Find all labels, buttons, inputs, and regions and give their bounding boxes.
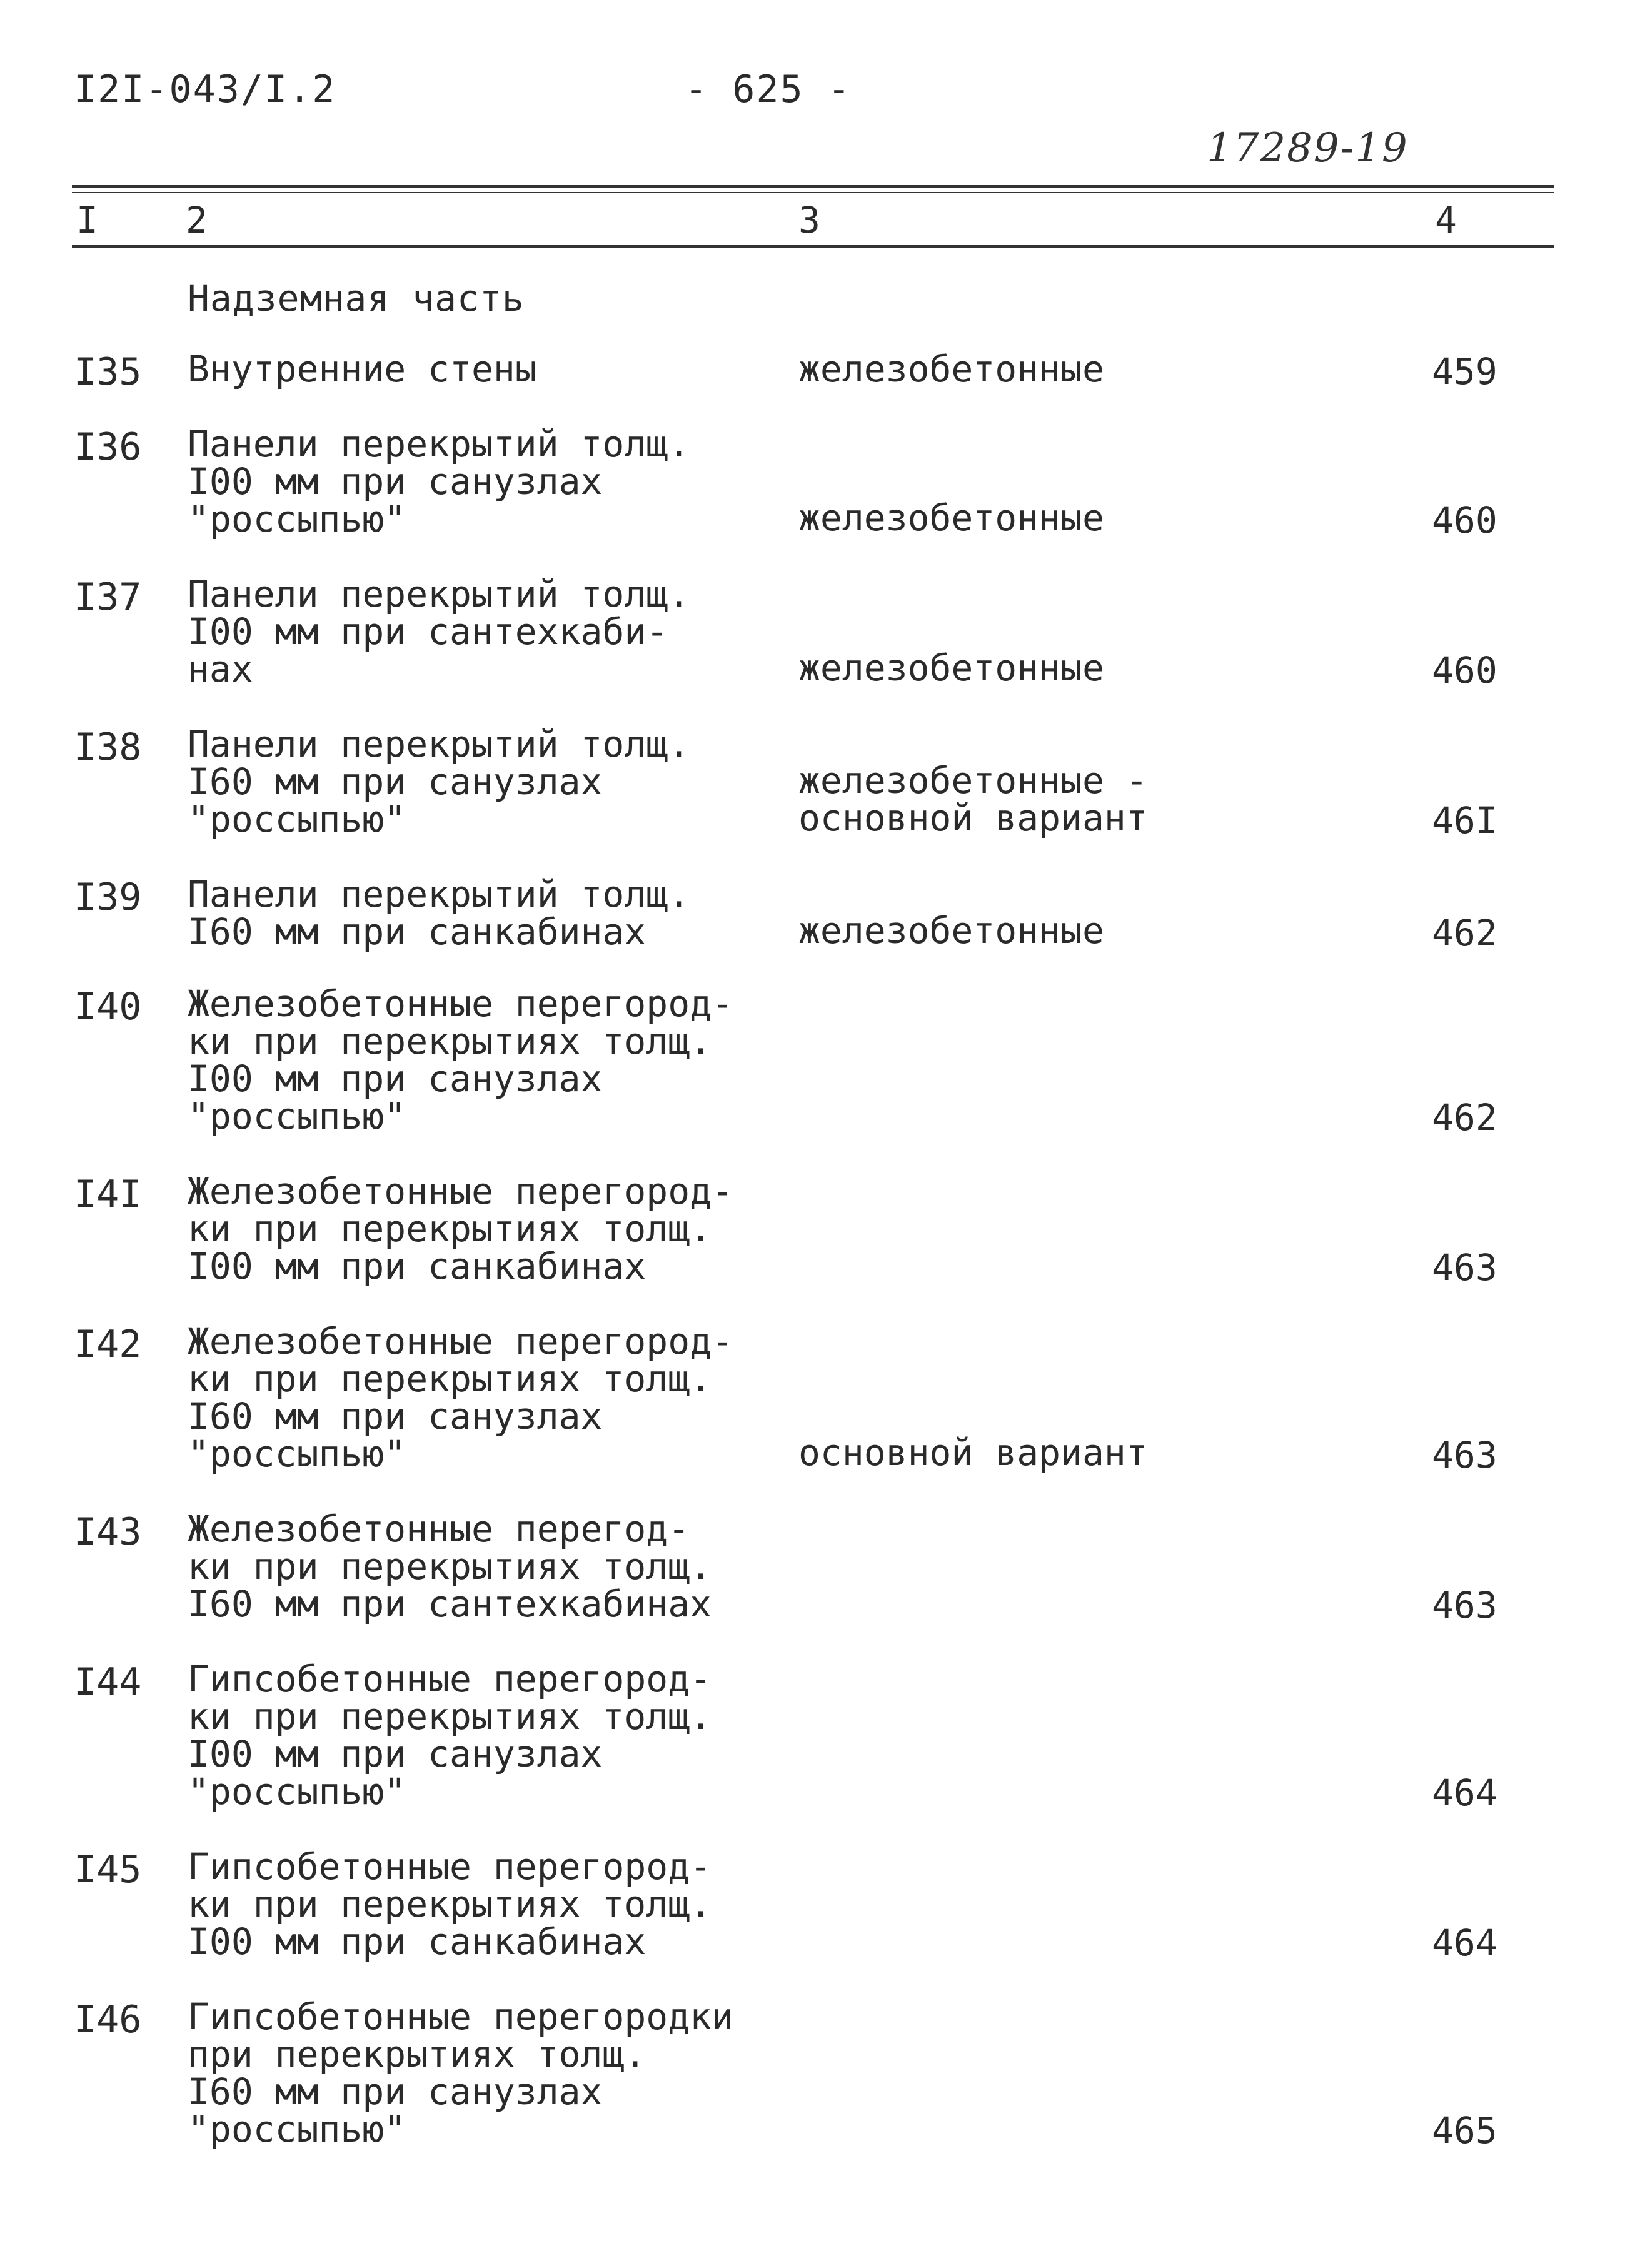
row-number: I43 (74, 1510, 142, 1554)
column-header-4: 4 (1435, 199, 1457, 241)
table-header-rule (72, 245, 1554, 248)
row-name: Панели перекрытий толщ. I60 мм при санузлах "россыпью" (188, 723, 690, 840)
row-number: I40 (74, 985, 142, 1029)
row-name: Внутренние стены (188, 348, 537, 390)
row-page: 463 (1432, 1434, 1497, 1476)
document-code: I2I-043/I.2 (74, 68, 336, 111)
row-number: I38 (74, 725, 142, 769)
row-page: 464 (1432, 1922, 1497, 1964)
table-top-rule-thin (72, 192, 1554, 193)
row-name: Панели перекрытий толщ. I60 мм при санкабинах (188, 873, 690, 953)
row-page: 462 (1432, 912, 1497, 954)
row-page: 46I (1432, 799, 1497, 842)
row-number: I39 (74, 875, 142, 919)
page-number: - 625 - (685, 68, 852, 111)
row-name: Железобетонные перегород- ки при перекрытиях толщ. I60 мм при санузлах "россыпью" (188, 1320, 733, 1475)
row-number: I37 (74, 575, 142, 619)
row-note: основной вариант (798, 1431, 1148, 1474)
row-page: 463 (1432, 1246, 1497, 1289)
handwritten-mark: 17289-19 (1207, 125, 1409, 171)
row-number: I42 (74, 1323, 142, 1366)
row-name: Панели перекрытий толщ. I00 мм при сантехкаби- нах (188, 573, 690, 690)
section-title: Надземная часть (188, 277, 525, 320)
row-note: железобетонные - основной вариант (798, 759, 1148, 839)
row-page: 462 (1432, 1096, 1497, 1139)
row-note: железобетонные (798, 647, 1104, 689)
row-name: Железобетонные перегород- ки при перекрытиях толщ. I00 мм при санкабинах (188, 1170, 733, 1288)
row-note: железобетонные (798, 909, 1104, 952)
row-number: I45 (74, 1848, 142, 1892)
row-page: 460 (1432, 499, 1497, 542)
row-note: железобетонные (798, 496, 1104, 539)
row-name: Железобетонные перегород- ки при перекрытиях толщ. I00 мм при санузлах "россыпью" (188, 982, 733, 1137)
column-header-3: 3 (798, 199, 820, 241)
row-page: 459 (1432, 350, 1497, 393)
row-page: 465 (1432, 2109, 1497, 2152)
row-page: 464 (1432, 1772, 1497, 1814)
row-number: I36 (74, 425, 142, 469)
row-name: Железобетонные перегод- ки при перекрытиях толщ. I60 мм при сантехкабинах (188, 1508, 712, 1625)
column-header-1: I (76, 199, 98, 241)
table-top-rule (72, 185, 1554, 188)
row-number: I35 (74, 350, 142, 394)
row-page: 460 (1432, 649, 1497, 692)
row-number: I46 (74, 1998, 142, 2042)
row-page: 463 (1432, 1584, 1497, 1626)
row-number: I4I (74, 1172, 142, 1216)
column-header-2: 2 (186, 199, 208, 241)
row-note: железобетонные (798, 348, 1104, 390)
row-number: I44 (74, 1660, 142, 1704)
row-name: Панели перекрытий толщ. I00 мм при санузлах "россыпью" (188, 423, 690, 540)
row-name: Гипсобетонные перегород- ки при перекрытиях толщ. I00 мм при санкабинах (188, 1845, 712, 1963)
row-name: Гипсобетонные перегородки при перекрытиях толщ. I60 мм при санузлах "россыпью" (188, 1995, 733, 2150)
row-name: Гипсобетонные перегород- ки при перекрытиях толщ. I00 мм при санузлах "россыпью" (188, 1658, 712, 1813)
